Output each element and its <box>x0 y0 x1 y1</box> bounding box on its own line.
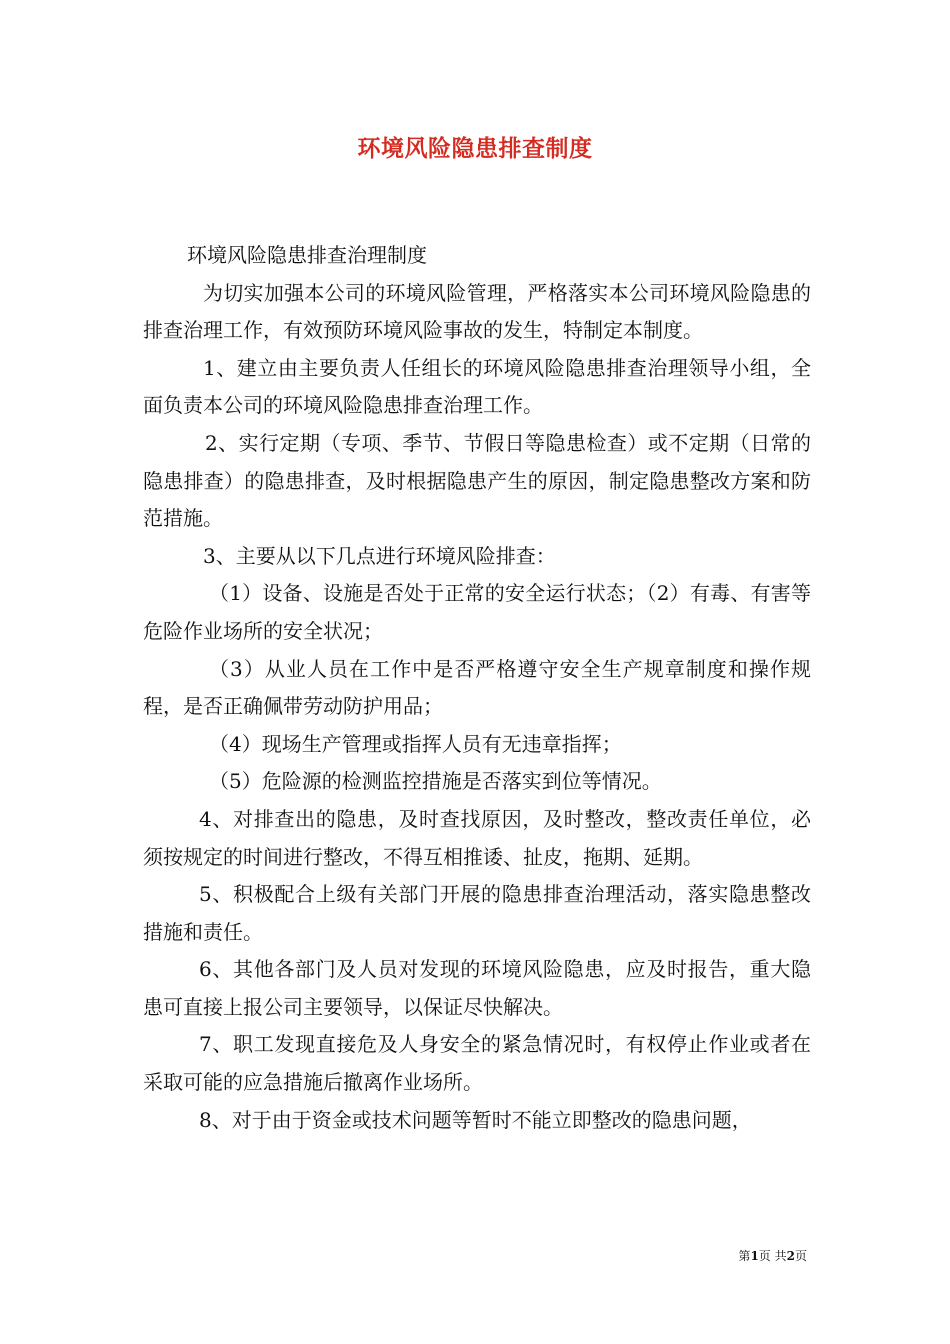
clause-2-paragraph: 2、实行定期（专项、季节、节假日等隐患检查）或不定期（日常的隐患排查）的隐患排查，及时根据隐患产生的原因，制定隐患整改方案和防范措施。 <box>143 430 811 531</box>
clause-5-paragraph: 5、积极配合上级有关部门开展的隐患排查治理活动，落实隐患整改措施和责任。 <box>143 882 811 944</box>
clause-1-paragraph: 1、建立由主要负责人任组长的环境风险隐患排查治理领导小组，全面负责本公司的环境风险隐患排查治理工作。 <box>143 355 811 418</box>
item-5-paragraph: （5）危险源的检测监控措施是否落实到位等情况。 <box>209 769 662 794</box>
item-1-2-paragraph: （1）设备、设施是否处于正常的安全运行状态；（2）有毒、有害等危险作业场所的安全状况； <box>143 581 811 643</box>
current-page-number: 1 <box>750 1249 759 1263</box>
footer-prefix: 第 <box>738 1249 751 1263</box>
footer-middle: 页 共 <box>758 1249 787 1263</box>
clause-3-paragraph: 3、主要从以下几点进行环境风险排查： <box>203 543 556 568</box>
total-pages-number: 2 <box>786 1249 795 1263</box>
document-body <box>143 237 811 1139</box>
clause-4-paragraph: 4、对排查出的隐患，及时查找原因，及时整改，整改责任单位，必须按规定的时间进行整改，不得互相推诿、扯皮，拖期、延期。 <box>143 806 811 869</box>
item-3-paragraph: （3）从业人员在工作中是否严格遵守安全生产规章制度和操作规程，是否正确佩带劳动防护用品； <box>143 656 811 719</box>
item-4-paragraph: （4）现场生产管理或指挥人员有无违章指挥； <box>209 731 622 756</box>
footer-suffix: 页 <box>794 1249 807 1263</box>
clause-8-paragraph: 8、对于由于资金或技术问题等暂时不能立即整改的隐患问题， <box>199 1107 752 1132</box>
page-number-footer <box>738 1247 807 1264</box>
clause-7-paragraph: 7、职工发现直接危及人身安全的紧急情况时，有权停止作业或者在采取可能的应急措施后撤离作业场所。 <box>143 1032 811 1095</box>
intro-paragraph: 为切实加强本公司的环境风险管理，严格落实本公司环境风险隐患的排查治理工作，有效预防环境风险事故的发生，特制定本制度。 <box>143 280 811 343</box>
document-title: 环境风险隐患排查制度 <box>357 135 593 162</box>
clause-6-paragraph: 6、其他各部门及人员对发现的环境风险隐患，应及时报告，重大隐患可直接上报公司主要领导，以保证尽快解决。 <box>143 957 811 1019</box>
subtitle-paragraph: 环境风险隐患排查治理制度 <box>187 243 427 267</box>
